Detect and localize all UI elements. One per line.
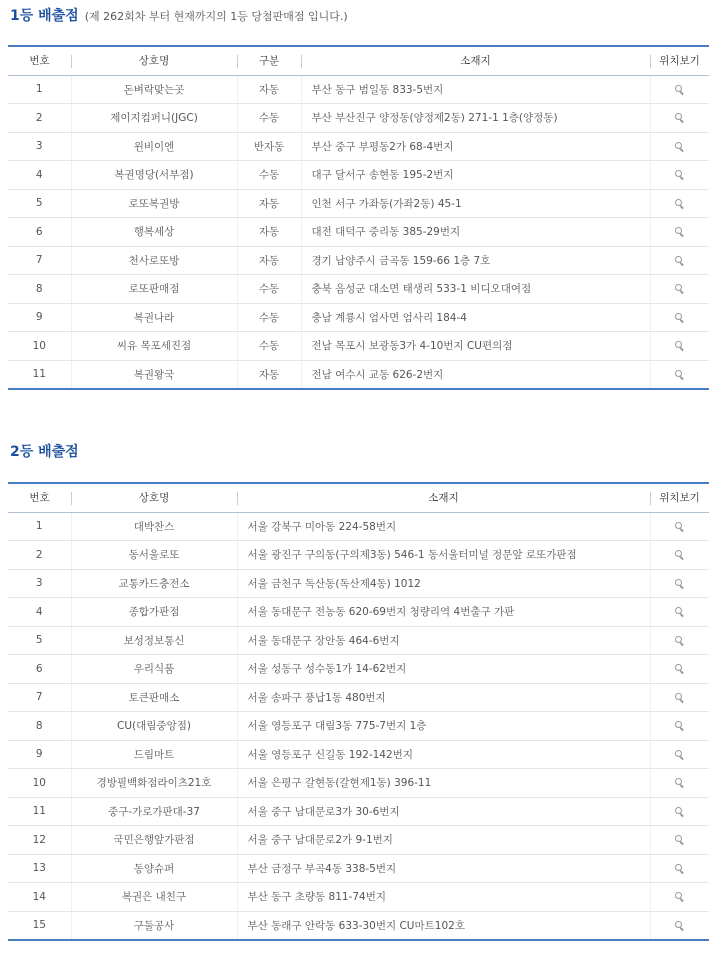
cell-address: 서울 광진구 구의동(구의제3동) 546-1 동서울터미널 정문앞 로또가판점 — [237, 541, 650, 570]
cell-map — [650, 303, 709, 332]
cell-map — [650, 797, 709, 826]
cell-no: 6 — [8, 655, 71, 684]
cell-name: 구둘공사 — [71, 911, 237, 940]
cell-type: 자동 — [237, 189, 301, 218]
cell-address: 서울 강북구 미아동 224-58번지 — [237, 512, 650, 541]
cell-type: 수동 — [237, 104, 301, 133]
cell-address: 전남 목포시 보광동3가 4-10번지 CU편의점 — [301, 332, 650, 361]
magnifier-icon[interactable] — [675, 256, 684, 265]
second-prize-table-body — [8, 512, 709, 940]
cell-name: 씨유 목포세진점 — [71, 332, 237, 361]
cell-map — [650, 911, 709, 940]
cell-map — [650, 712, 709, 741]
cell-name: 토큰판매소 — [71, 683, 237, 712]
cell-map — [650, 360, 709, 389]
cell-name: 종합가판점 — [71, 598, 237, 627]
cell-no: 12 — [8, 826, 71, 855]
cell-name: 보성정보통신 — [71, 626, 237, 655]
cell-no: 4 — [8, 598, 71, 627]
magnifier-icon[interactable] — [675, 607, 684, 616]
magnifier-icon[interactable] — [675, 199, 684, 208]
first-prize-title-text: 1등 배출점 — [10, 8, 79, 24]
cell-no: 9 — [8, 303, 71, 332]
cell-name: CU(대림중앙점) — [71, 712, 237, 741]
cell-map — [650, 598, 709, 627]
cell-name: 국민은행앞가판점 — [71, 826, 237, 855]
cell-name: 제이지컴퍼니(JGC) — [71, 104, 237, 133]
col-header-map: 위치보기 — [650, 483, 709, 512]
magnifier-icon[interactable] — [675, 370, 684, 379]
cell-name: 대박찬스 — [71, 512, 237, 541]
magnifier-icon[interactable] — [675, 313, 684, 322]
magnifier-icon[interactable] — [675, 522, 684, 531]
cell-address: 전남 여수시 교동 626-2번지 — [301, 360, 650, 389]
table-row — [8, 655, 709, 684]
cell-no: 8 — [8, 275, 71, 304]
table-row — [8, 161, 709, 190]
cell-address: 서울 영등포구 대림3동 775-7번지 1층 — [237, 712, 650, 741]
cell-address: 서울 금천구 독산동(독산제4동) 1012 — [237, 569, 650, 598]
cell-map — [650, 189, 709, 218]
cell-no: 7 — [8, 246, 71, 275]
cell-name: 동서울로또 — [71, 541, 237, 570]
cell-address: 경기 남양주시 금곡동 159-66 1층 7호 — [301, 246, 650, 275]
table-row — [8, 218, 709, 247]
cell-no: 13 — [8, 854, 71, 883]
table-row — [8, 797, 709, 826]
cell-no: 8 — [8, 712, 71, 741]
cell-type: 반자동 — [237, 132, 301, 161]
col-header-type: 구분 — [237, 46, 301, 75]
magnifier-icon[interactable] — [675, 778, 684, 787]
col-header-address: 소재지 — [237, 483, 650, 512]
cell-name: 돈벼락맞는곳 — [71, 75, 237, 104]
table-row — [8, 246, 709, 275]
magnifier-icon[interactable] — [675, 85, 684, 94]
cell-name: 드림마트 — [71, 740, 237, 769]
cell-name: 복권나라 — [71, 303, 237, 332]
cell-no: 10 — [8, 769, 71, 798]
col-header-address: 소재지 — [301, 46, 650, 75]
cell-address: 대전 대덕구 중리동 385-29번지 — [301, 218, 650, 247]
cell-type: 수동 — [237, 161, 301, 190]
magnifier-icon[interactable] — [675, 807, 684, 816]
first-prize-table-body — [8, 75, 709, 389]
cell-address: 서울 영등포구 신길동 192-142번지 — [237, 740, 650, 769]
cell-name: 로또판매점 — [71, 275, 237, 304]
cell-address: 인천 서구 가좌동(가좌2동) 45-1 — [301, 189, 650, 218]
magnifier-icon[interactable] — [675, 835, 684, 844]
cell-address: 부산 금정구 부곡4동 338-5번지 — [237, 854, 650, 883]
cell-address: 서울 중구 남대문로2가 9-1번지 — [237, 826, 650, 855]
magnifier-icon[interactable] — [675, 579, 684, 588]
magnifier-icon[interactable] — [675, 227, 684, 236]
table-row — [8, 132, 709, 161]
cell-address: 대구 달서구 송현동 195-2번지 — [301, 161, 650, 190]
cell-address: 충남 계룡시 엄사면 엄사리 184-4 — [301, 303, 650, 332]
table-row — [8, 104, 709, 133]
cell-address: 부산 부산진구 양정동(양정제2동) 271-1 1층(양정동) — [301, 104, 650, 133]
col-header-no: 번호 — [8, 483, 71, 512]
cell-map — [650, 541, 709, 570]
table-row — [8, 883, 709, 912]
table-row — [8, 626, 709, 655]
cell-address: 부산 동구 초량동 811-74번지 — [237, 883, 650, 912]
magnifier-icon[interactable] — [675, 892, 684, 901]
table-row — [8, 769, 709, 798]
cell-map — [650, 218, 709, 247]
cell-no: 9 — [8, 740, 71, 769]
table-row — [8, 512, 709, 541]
cell-map — [650, 740, 709, 769]
cell-no: 15 — [8, 911, 71, 940]
cell-map — [650, 569, 709, 598]
cell-name: 복권명당(서부점) — [71, 161, 237, 190]
cell-no: 14 — [8, 883, 71, 912]
cell-name: 복권왕국 — [71, 360, 237, 389]
table-row — [8, 569, 709, 598]
cell-type: 수동 — [237, 275, 301, 304]
table-row — [8, 598, 709, 627]
cell-type: 자동 — [237, 246, 301, 275]
cell-address: 충북 음성군 대소면 태생리 533-1 비디오대여점 — [301, 275, 650, 304]
second-prize-title-text: 2등 배출점 — [10, 444, 79, 460]
cell-type: 자동 — [237, 360, 301, 389]
magnifier-icon[interactable] — [675, 341, 684, 350]
magnifier-icon[interactable] — [675, 550, 684, 559]
cell-no: 1 — [8, 512, 71, 541]
cell-type: 자동 — [237, 75, 301, 104]
cell-name: 교통카드충전소 — [71, 569, 237, 598]
cell-no: 11 — [8, 797, 71, 826]
cell-no: 11 — [8, 360, 71, 389]
col-header-name: 상호명 — [71, 46, 237, 75]
cell-no: 2 — [8, 104, 71, 133]
table-row — [8, 826, 709, 855]
magnifier-icon[interactable] — [675, 750, 684, 759]
cell-no: 5 — [8, 189, 71, 218]
magnifier-icon[interactable] — [675, 921, 684, 930]
magnifier-icon[interactable] — [675, 170, 684, 179]
cell-map — [650, 683, 709, 712]
cell-map — [650, 132, 709, 161]
cell-address: 서울 동대문구 전농동 620-69번지 청량리역 4번출구 가판 — [237, 598, 650, 627]
cell-map — [650, 246, 709, 275]
cell-address: 서울 중구 남대문로3가 30-6번지 — [237, 797, 650, 826]
table-row — [8, 541, 709, 570]
cell-map — [650, 826, 709, 855]
cell-type: 자동 — [237, 218, 301, 247]
cell-address: 서울 송파구 풍납1동 480번지 — [237, 683, 650, 712]
cell-address: 부산 동래구 안락동 633-30번지 CU마트102호 — [237, 911, 650, 940]
table-row — [8, 360, 709, 389]
cell-address: 부산 중구 부평동2가 68-4번지 — [301, 132, 650, 161]
cell-map — [650, 512, 709, 541]
cell-map — [650, 626, 709, 655]
cell-address: 부산 동구 범일동 833-5번지 — [301, 75, 650, 104]
cell-no: 4 — [8, 161, 71, 190]
cell-no: 1 — [8, 75, 71, 104]
magnifier-icon[interactable] — [675, 864, 684, 873]
magnifier-icon[interactable] — [675, 113, 684, 122]
cell-name: 동양슈퍼 — [71, 854, 237, 883]
cell-name: 윈비이엔 — [71, 132, 237, 161]
cell-map — [650, 104, 709, 133]
table-row — [8, 332, 709, 361]
cell-name: 우리식품 — [71, 655, 237, 684]
table-row — [8, 683, 709, 712]
cell-no: 3 — [8, 132, 71, 161]
cell-map — [650, 655, 709, 684]
cell-type: 수동 — [237, 303, 301, 332]
cell-type: 수동 — [237, 332, 301, 361]
cell-map — [650, 769, 709, 798]
magnifier-icon[interactable] — [675, 664, 684, 673]
second-prize-table — [8, 482, 709, 941]
magnifier-icon[interactable] — [675, 693, 684, 702]
table-row — [8, 854, 709, 883]
table-row — [8, 303, 709, 332]
first-prize-subtitle: (제 262회차 부터 현재까지의 1등 당첨판매점 입니다.) — [84, 10, 348, 23]
cell-name: 중구-가로가판대-37 — [71, 797, 237, 826]
cell-map — [650, 332, 709, 361]
table-row — [8, 189, 709, 218]
cell-map — [650, 275, 709, 304]
cell-address: 서울 성동구 성수동1가 14-62번지 — [237, 655, 650, 684]
cell-no: 5 — [8, 626, 71, 655]
cell-name: 로또복권방 — [71, 189, 237, 218]
table-header-row — [8, 483, 709, 512]
cell-no: 2 — [8, 541, 71, 570]
first-prize-title — [10, 5, 348, 25]
cell-map — [650, 854, 709, 883]
cell-no: 10 — [8, 332, 71, 361]
cell-name: 경방필백화점라이츠21호 — [71, 769, 237, 798]
cell-address: 서울 은평구 갈현동(갈현제1동) 396-11 — [237, 769, 650, 798]
magnifier-icon[interactable] — [675, 142, 684, 151]
magnifier-icon[interactable] — [675, 721, 684, 730]
table-row — [8, 911, 709, 940]
table-row — [8, 275, 709, 304]
col-header-no: 번호 — [8, 46, 71, 75]
table-row — [8, 75, 709, 104]
table-header-row — [8, 46, 709, 75]
cell-map — [650, 75, 709, 104]
cell-map — [650, 161, 709, 190]
first-prize-table — [8, 45, 709, 390]
table-row — [8, 712, 709, 741]
col-header-map: 위치보기 — [650, 46, 709, 75]
magnifier-icon[interactable] — [675, 284, 684, 293]
cell-name: 복권은 내친구 — [71, 883, 237, 912]
col-header-name: 상호명 — [71, 483, 237, 512]
cell-name: 천사로또방 — [71, 246, 237, 275]
cell-no: 6 — [8, 218, 71, 247]
cell-name: 행복세상 — [71, 218, 237, 247]
second-prize-title — [10, 441, 79, 461]
magnifier-icon[interactable] — [675, 636, 684, 645]
table-row — [8, 740, 709, 769]
cell-address: 서울 동대문구 장안동 464-6번지 — [237, 626, 650, 655]
cell-no: 3 — [8, 569, 71, 598]
cell-map — [650, 883, 709, 912]
cell-no: 7 — [8, 683, 71, 712]
